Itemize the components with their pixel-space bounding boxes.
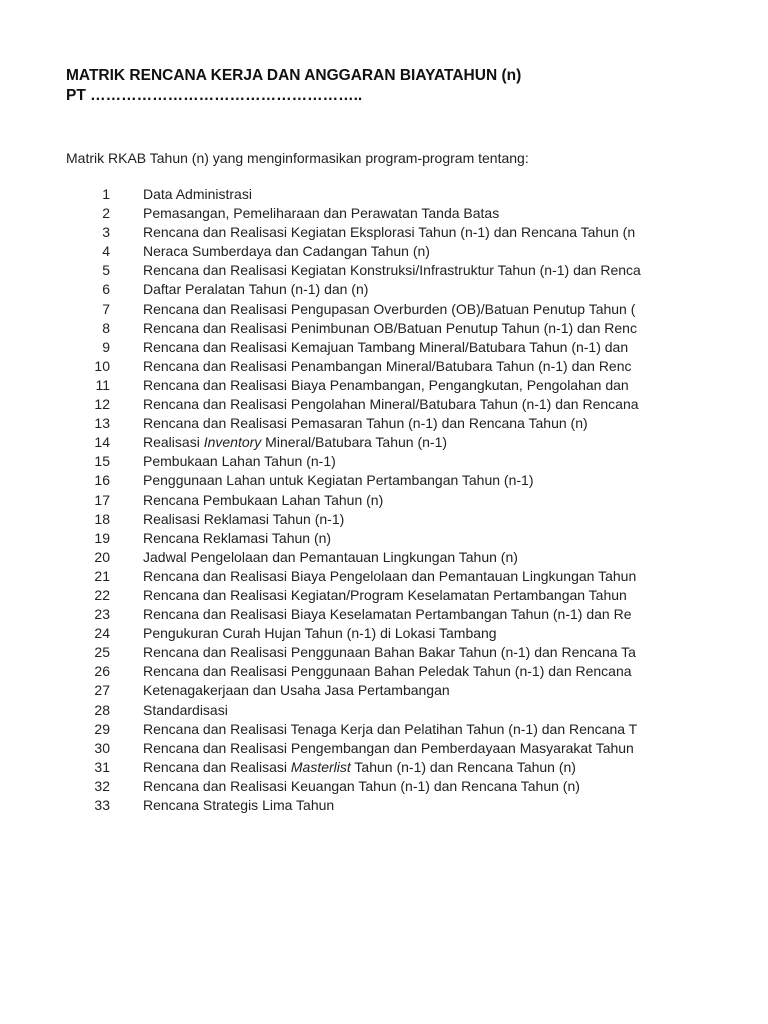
list-item-text-part: Rencana dan Realisasi Kemajuan Tambang Mineral/Batubara Tahun (n-1) dan [143, 338, 629, 355]
list-item-number: 28 [94, 701, 110, 718]
list-item-number: 8 [102, 319, 110, 336]
list-item-text-part: Jadwal Pengelolaan dan Pemantauan Lingkungan Tahun (n) [143, 548, 518, 565]
list-item [66, 739, 686, 758]
list-item-text [143, 605, 686, 624]
list-item-number: 23 [94, 606, 110, 623]
list-item-text [143, 300, 686, 319]
list-item-text [143, 510, 686, 529]
list-item [66, 681, 686, 700]
list-item [66, 491, 686, 510]
list-item-number: 5 [102, 262, 110, 279]
list-item-text [143, 529, 686, 548]
intro-paragraph: Matrik RKAB Tahun (n) yang menginformasikan program-program tentang: [66, 150, 529, 166]
list-item-text-part: Pembukaan Lahan Tahun (n-1) [143, 453, 336, 470]
list-item-text-part: Rencana Reklamasi Tahun (n) [143, 529, 332, 546]
list-item-number: 11 [95, 376, 110, 393]
list-item-text [143, 242, 686, 261]
list-item-text-part: Rencana Pembukaan Lahan Tahun (n) [143, 491, 384, 508]
list-item [66, 376, 686, 395]
list-item-number: 32 [94, 777, 110, 794]
list-item [66, 548, 686, 567]
list-item [66, 605, 686, 624]
list-item-text [143, 701, 686, 720]
list-item [66, 452, 686, 471]
list-item [66, 777, 686, 796]
list-item-text [143, 338, 686, 357]
list-item-text-part: Rencana dan Realisasi Pengembangan dan Pemberdayaan Masyarakat Tahun [143, 739, 634, 756]
list-item-text [143, 452, 686, 471]
list-item-number: 24 [94, 625, 110, 642]
list-item-text-part: Rencana dan Realisasi Penggunaan Bahan Peledak Tahun (n-1) dan Rencana [143, 663, 632, 680]
list-item-text [143, 414, 686, 433]
list-item-number: 29 [94, 720, 110, 737]
list-item-text-part: Rencana dan Realisasi Kegiatan/Program Keselamatan Pertambangan Tahun [143, 586, 627, 603]
list-item-number: 25 [94, 644, 110, 661]
list-item [66, 319, 686, 338]
list-item-text-part: Mineral/Batubara Tahun (n-1) [261, 434, 448, 451]
list-item [66, 796, 686, 815]
list-item [66, 643, 686, 662]
list-item-text [143, 261, 686, 280]
list-item-text-part: Pengukuran Curah Hujan Tahun (n-1) di Lokasi Tambang [143, 625, 497, 642]
list-item [66, 471, 686, 490]
list-item [66, 261, 686, 280]
list-item-number: 18 [94, 510, 110, 527]
list-item-text [143, 395, 686, 414]
list-item [66, 395, 686, 414]
list-item [66, 510, 686, 529]
title-line-2: PT …………………………………………….. [66, 87, 363, 104]
list-item-text [143, 624, 686, 643]
list-item [66, 529, 686, 548]
list-item-text [143, 548, 686, 567]
list-item-text [143, 720, 686, 739]
list-item-text-part: Rencana Strategis Lima Tahun [143, 797, 335, 813]
list-item-number: 16 [94, 472, 110, 489]
list-item-text [143, 643, 686, 662]
title-line-1: MATRIK RENCANA KERJA DAN ANGGARAN BIAYATAHUN (n) [66, 67, 522, 84]
italic-term: Inventory [203, 434, 262, 451]
list-item-text-part: Rencana dan Realisasi Biaya Penambangan, Pengangkutan, Pengolahan dan [143, 376, 629, 393]
list-item-number: 21 [94, 567, 110, 584]
list-item-text [143, 796, 686, 815]
list-item-number: 1 [102, 186, 110, 202]
list-item [66, 185, 686, 204]
list-item-number: 19 [94, 529, 110, 546]
list-item-number: 9 [102, 338, 110, 355]
list-item-text-part: Daftar Peralatan Tahun (n-1) dan (n) [143, 281, 369, 298]
list-item-number: 7 [102, 300, 110, 317]
list-item-text [143, 204, 686, 223]
list-item [66, 204, 686, 223]
list-item-number: 12 [94, 396, 110, 413]
list-item [66, 223, 686, 242]
list-item-text [143, 357, 686, 376]
list-item [66, 624, 686, 643]
document-title [66, 66, 706, 106]
list-item-number: 31 [94, 758, 110, 775]
list-item-number: 17 [94, 491, 110, 508]
list-item [66, 338, 686, 357]
list-item-number: 2 [102, 205, 110, 222]
list-item-text-part: Rencana dan Realisasi Pemasaran Tahun (n-1) dan Rencana Tahun (n) [143, 415, 588, 432]
list-item-text-part: Rencana dan Realisasi Kegiatan Eksplorasi Tahun (n-1) dan Rencana Tahun (n [143, 224, 636, 241]
list-item [66, 586, 686, 605]
list-item-number: 22 [94, 586, 110, 603]
list-item [66, 433, 686, 452]
list-item [66, 758, 686, 777]
list-item-number: 15 [94, 453, 110, 470]
list-item-number: 3 [102, 224, 110, 241]
list-item-number: 6 [102, 281, 110, 298]
list-item-number: 10 [94, 357, 110, 374]
list-item [66, 280, 686, 299]
list-item-text-part: Rencana dan Realisasi Biaya Keselamatan Pertambangan Tahun (n-1) dan Re [143, 606, 632, 623]
list-item-text [143, 223, 686, 242]
list-item [66, 567, 686, 586]
list-item-text-part: Rencana dan Realisasi Keuangan Tahun (n-1) dan Rencana Tahun (n) [143, 777, 580, 794]
list-item [66, 242, 686, 261]
list-item-text [143, 319, 686, 338]
list-item [66, 414, 686, 433]
list-item-text [143, 777, 686, 796]
list-item-text [143, 681, 686, 700]
list-item-text [143, 185, 686, 204]
list-item-number: 20 [94, 548, 110, 565]
list-item-text [143, 491, 686, 510]
list-item-text [143, 758, 686, 777]
list-item-text-part: Rencana dan Realisasi Penambangan Mineral/Batubara Tahun (n-1) dan Renc [143, 357, 632, 374]
list-item-text [143, 471, 686, 490]
list-item-text-part: Ketenagakerjaan dan Usaha Jasa Pertambangan [143, 682, 450, 699]
list-item-text-part: Neraca Sumberdaya dan Cadangan Tahun (n) [143, 243, 430, 260]
list-item [66, 720, 686, 739]
list-item-text-part: Rencana dan Realisasi Kegiatan Konstruksi/Infrastruktur Tahun (n-1) dan Renca [143, 262, 641, 279]
list-item-text [143, 376, 686, 395]
list-item-number: 27 [94, 682, 110, 699]
list-item-text-part: Rencana dan Realisasi [143, 758, 291, 775]
list-item-text [143, 433, 686, 452]
list-item-number: 33 [94, 797, 110, 813]
list-item-text [143, 662, 686, 681]
list-item-text [143, 280, 686, 299]
list-item [66, 701, 686, 720]
list-item-text-part: Realisasi [143, 434, 204, 451]
list-item-text-part: Rencana dan Realisasi Penggunaan Bahan Bakar Tahun (n-1) dan Rencana Ta [143, 644, 636, 661]
list-item-text-part: Standardisasi [143, 701, 228, 718]
list-item [66, 357, 686, 376]
list-item-text-part: Rencana dan Realisasi Penimbunan OB/Batuan Penutup Tahun (n-1) dan Renc [143, 319, 637, 336]
list-item-text-part: Data Administrasi [143, 186, 252, 202]
list-item [66, 300, 686, 319]
list-item-number: 26 [94, 663, 110, 680]
list-item-number: 13 [94, 415, 110, 432]
list-item-text-part: Pemasangan, Pemeliharaan dan Perawatan Tanda Batas [143, 205, 500, 222]
list-item-text-part: Tahun (n-1) dan Rencana Tahun (n) [350, 758, 576, 775]
list-item-text-part: Rencana dan Realisasi Pengupasan Overburden (OB)/Batuan Penutup Tahun ( [143, 300, 636, 317]
list-item-text-part: Rencana dan Realisasi Pengolahan Mineral/Batubara Tahun (n-1) dan Rencana [143, 396, 639, 413]
list-item-text-part: Realisasi Reklamasi Tahun (n-1) [143, 510, 345, 527]
list-item-text [143, 739, 686, 758]
list-item-text-part: Rencana dan Realisasi Biaya Pengelolaan dan Pemantauan Lingkungan Tahun [143, 567, 637, 584]
list-item-text-part: Penggunaan Lahan untuk Kegiatan Pertambangan Tahun (n-1) [143, 472, 534, 489]
list-item-text [143, 567, 686, 586]
list-item-number: 30 [94, 739, 110, 756]
list-item-number: 4 [102, 243, 110, 260]
list-item [66, 662, 686, 681]
list-item-number: 14 [94, 434, 110, 451]
program-list [66, 185, 686, 815]
list-item-text-part: Rencana dan Realisasi Tenaga Kerja dan Pelatihan Tahun (n-1) dan Rencana T [143, 720, 638, 737]
italic-term: Masterlist [290, 758, 351, 775]
list-item-text [143, 586, 686, 605]
